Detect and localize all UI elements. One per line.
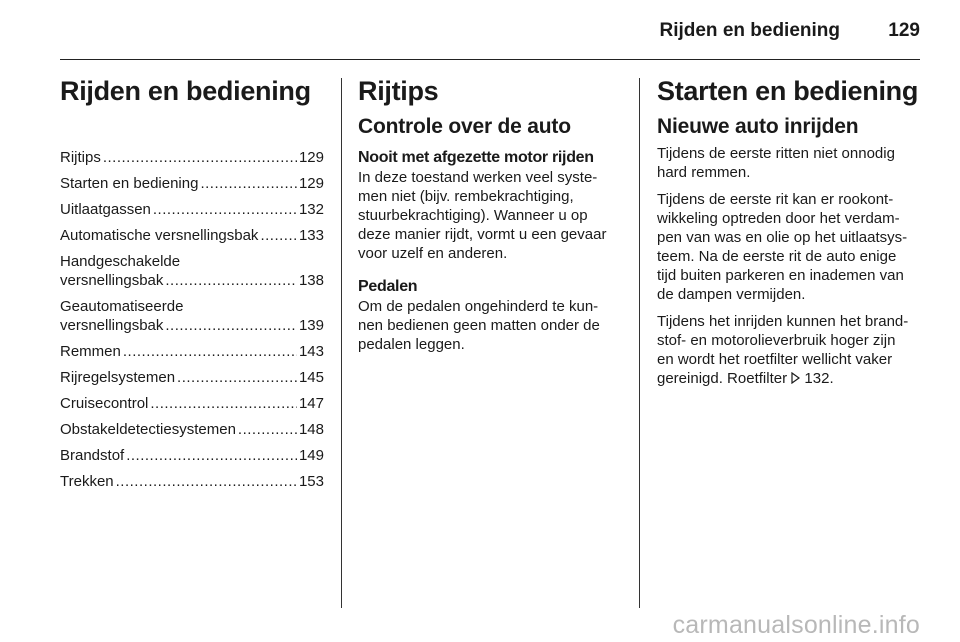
toc-label: Remmen xyxy=(60,343,121,360)
toc-label: Automatische versnellingsbak xyxy=(60,227,259,244)
toc-item[interactable] xyxy=(60,446,324,465)
heading-engine-off: Nooit met afgezette motor rijden xyxy=(358,149,594,166)
toc-label: Rijregelsystemen xyxy=(60,369,176,386)
toc-label: versnellingsbak xyxy=(60,272,164,289)
toc-item[interactable] xyxy=(60,148,324,167)
subsection-title: Controle over de auto xyxy=(358,115,571,138)
toc-item[interactable] xyxy=(60,252,324,290)
toc-page: 148 xyxy=(298,421,324,438)
section-title-rijtips: Rijtips xyxy=(358,76,439,106)
chapter-title: Rijden en bediening xyxy=(60,76,311,106)
page-header xyxy=(60,0,920,60)
paragraph-braking: Tijdens de eerste ritten niet onnodig hard remmen. xyxy=(657,145,895,181)
paragraph-smoke: Tijdens de eerste rit kan er rookont- wikkeling optreden door het verdam- pen van was en olie op het uitlaatsys- teem. Na de eerste rit de auto enige tijd buiten parkeren en inademen van de dampen vermijden. xyxy=(657,191,908,303)
toc-item[interactable] xyxy=(60,420,324,439)
toc-item[interactable] xyxy=(60,297,324,335)
table-of-contents xyxy=(60,148,324,491)
toc-label: Trekken xyxy=(60,473,114,490)
toc-page: 133 xyxy=(298,227,324,244)
toc-page: 145 xyxy=(298,369,324,386)
toc-item[interactable] xyxy=(60,368,324,387)
column-toc xyxy=(60,72,324,498)
column-starten xyxy=(657,72,923,397)
page-reference-link[interactable]: 132. xyxy=(804,370,834,387)
toc-page: 129 xyxy=(298,149,324,166)
toc-item[interactable] xyxy=(60,472,324,491)
section-title-starten: Starten en bediening xyxy=(657,76,919,106)
toc-label: Brandstof xyxy=(60,447,125,464)
toc-label-line1: Geautomatiseerde xyxy=(60,298,184,315)
toc-item[interactable] xyxy=(60,174,324,193)
toc-item[interactable] xyxy=(60,342,324,361)
toc-label: Rijtips xyxy=(60,149,101,166)
paragraph-pedals: Om de pedalen ongehinderd te kun- nen bedienen geen matten onder de pedalen leggen. xyxy=(358,298,600,353)
toc-label: Cruisecontrol xyxy=(60,395,149,412)
paragraph-consumption: Tijdens het inrijden kunnen het brand- stof- en motorolieverbruik hoger zijn en wordt het roetfilter wellicht vaker gereinigd. Roetfilter 132. xyxy=(657,313,909,387)
toc-page: 149 xyxy=(298,447,324,464)
toc-label: Obstakeldetectiesystemen xyxy=(60,421,236,438)
column-rijtips xyxy=(358,72,624,362)
toc-label: Starten en bediening xyxy=(60,175,199,192)
toc-label: Uitlaatgassen xyxy=(60,201,151,218)
toc-item[interactable] xyxy=(60,394,324,413)
page-number: 129 xyxy=(888,20,920,41)
heading-pedals: Pedalen xyxy=(358,278,418,295)
toc-item[interactable] xyxy=(60,200,324,219)
toc-page: 143 xyxy=(298,343,324,360)
toc-page: 132 xyxy=(298,201,324,218)
toc-page: 153 xyxy=(298,473,324,490)
toc-page: 147 xyxy=(298,395,324,412)
subsection-title: Nieuwe auto inrijden xyxy=(657,115,859,138)
toc-label-line1: Handgeschakelde xyxy=(60,253,181,270)
toc-page: 139 xyxy=(298,317,324,334)
toc-page: 129 xyxy=(298,175,324,192)
paragraph-engine-off: In deze toestand werken veel syste- men niet (bijv. rembekrachtiging, stuurbekrachtiging). Wanneer u op deze manier rijdt, vormt u een gevaar voor uzelf en anderen. xyxy=(358,169,607,262)
header-rule xyxy=(60,59,920,60)
column-divider-1 xyxy=(341,78,342,608)
toc-label: versnellingsbak xyxy=(60,317,164,334)
page-reference-icon xyxy=(791,370,800,389)
running-header-title: Rijden en bediening xyxy=(659,20,840,41)
toc-page: 138 xyxy=(298,272,324,289)
toc-item[interactable] xyxy=(60,226,324,245)
column-divider-2 xyxy=(639,78,640,608)
watermark: carmanualsonline.info xyxy=(672,611,920,639)
